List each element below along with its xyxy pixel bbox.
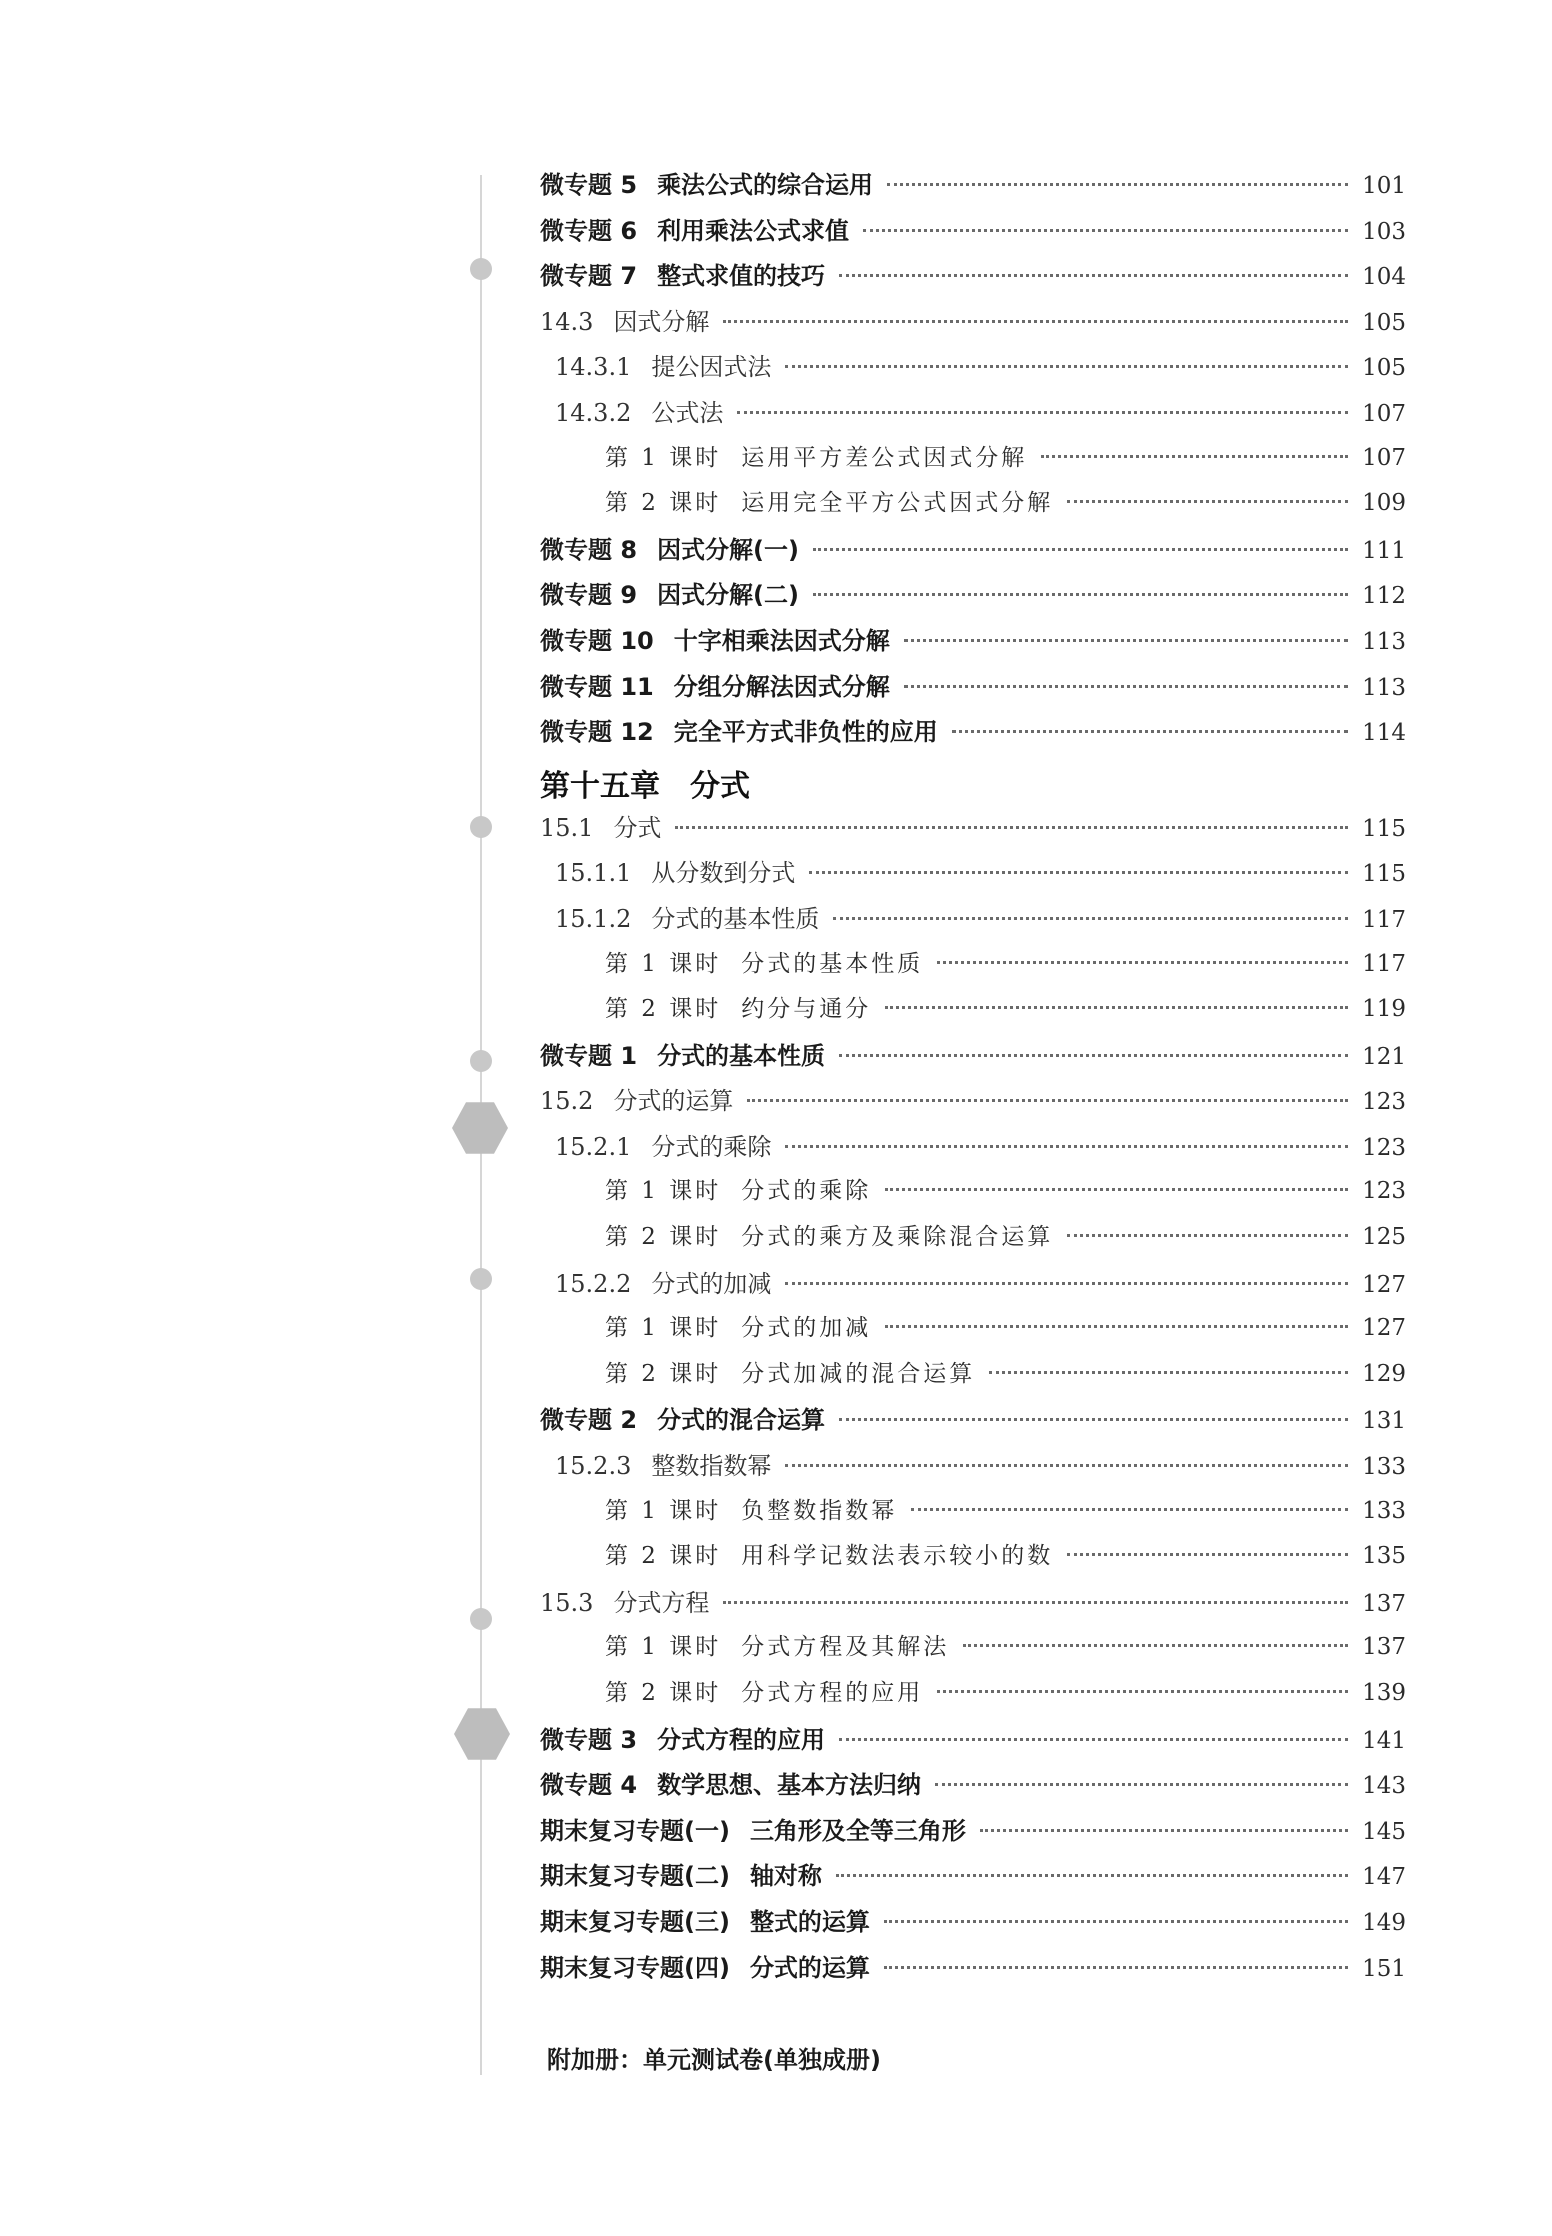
toc-entry-page: 141: [1362, 1727, 1406, 1754]
toc-entry-title: 分式的加减: [741, 1315, 872, 1342]
dot-leader: [980, 1829, 1348, 1832]
toc-entry: [540, 1355, 1406, 1401]
toc-entry-title: 从分数到分式: [651, 859, 796, 888]
toc-entry-title: 利用乘法公式求值: [657, 216, 850, 245]
toc-entry-number: 14.3: [540, 307, 594, 336]
dot-leader: [884, 1966, 1348, 1969]
toc-entry-title: 因式分解(二): [657, 581, 799, 610]
toc-entry-page: 115: [1362, 815, 1406, 842]
toc-entry-title: 负整数指数幂: [741, 1497, 898, 1524]
toc-entry: [540, 1492, 1406, 1538]
toc-entry-title: 因式分解: [613, 307, 710, 336]
dot-leader: [839, 1738, 1348, 1741]
toc-entry-title: 分式方程的应用: [741, 1680, 924, 1706]
toc-list-chapter-14: [540, 165, 1406, 758]
toc-entry-number: 微专题 8: [540, 535, 638, 564]
toc-entry-page: 107: [1362, 400, 1406, 427]
toc-entry-number: 15.2.2: [555, 1269, 632, 1298]
toc-entry-title: 约分与通分: [741, 996, 872, 1023]
toc-entry-number: 微专题 1: [540, 1041, 638, 1070]
toc-entry-page: 114: [1362, 720, 1406, 747]
dot-leader: [885, 1006, 1348, 1009]
dot-leader: [747, 1099, 1348, 1102]
table-of-contents: [540, 165, 1406, 1993]
toc-entry: [540, 302, 1406, 348]
toc-entry-page: 101: [1362, 173, 1406, 199]
dot-leader: [839, 1418, 1348, 1421]
toc-entry-title: 公式法: [651, 398, 724, 427]
toc-entry-page: 112: [1362, 583, 1406, 610]
toc-entry-number: 第 1 课时: [605, 1178, 722, 1205]
dot-leader: [904, 639, 1348, 642]
toc-entry-title: 完全平方式非负性的应用: [673, 718, 938, 747]
toc-entry-number: 微专题 10: [540, 626, 654, 655]
toc-entry: [540, 1172, 1406, 1218]
toc-entry-page: 119: [1362, 996, 1406, 1023]
toc-entry-title: 整式求值的技巧: [657, 262, 826, 291]
toc-entry-number: 第 2 课时: [605, 996, 722, 1023]
dot-leader: [989, 1371, 1348, 1374]
toc-entry: [540, 347, 1406, 393]
toc-entry-number: 15.1: [540, 813, 594, 842]
toc-entry-page: 135: [1362, 1543, 1406, 1570]
toc-entry-page: 105: [1362, 309, 1406, 336]
dot-leader: [785, 365, 1348, 368]
toc-entry: [540, 1902, 1406, 1948]
dot-leader: [833, 917, 1348, 920]
toc-entry-number: 第 1 课时: [605, 1634, 722, 1661]
toc-entry-number: 期末复习专题(一): [540, 1816, 730, 1845]
toc-entry: [540, 712, 1406, 758]
toc-entry-page: 123: [1362, 1134, 1406, 1161]
toc-entry: [540, 1081, 1406, 1127]
toc-entry-number: 期末复习专题(三): [540, 1907, 730, 1936]
toc-entry-number: 微专题 7: [540, 262, 638, 291]
toc-entry-number: 第 2 课时: [605, 1680, 722, 1706]
toc-entry-number: 第 1 课时: [605, 1497, 722, 1524]
toc-entry-title: 提公因式法: [651, 353, 772, 382]
toc-entry-number: 微专题 3: [540, 1725, 638, 1754]
toc-entry: [540, 808, 1406, 854]
toc-entry-title: 分式的基本性质: [651, 904, 820, 933]
timeline-dot: [470, 1608, 492, 1630]
dot-leader: [863, 229, 1348, 232]
toc-entry-page: 133: [1362, 1454, 1406, 1481]
toc-entry-page: 127: [1362, 1315, 1406, 1342]
dot-leader: [887, 183, 1348, 186]
dot-leader: [813, 548, 1348, 551]
toc-entry: [540, 899, 1406, 945]
toc-entry: [540, 1127, 1406, 1173]
toc-entry: [540, 621, 1406, 667]
toc-entry-page: 127: [1362, 1271, 1406, 1298]
toc-entry: [540, 1218, 1406, 1264]
toc-entry-title: 分式的乘方及乘除混合运算: [741, 1224, 1054, 1251]
toc-entry-page: 131: [1362, 1408, 1406, 1435]
dot-leader: [952, 730, 1348, 733]
toc-entry: [540, 165, 1406, 211]
toc-list-chapter-15: [540, 808, 1406, 1993]
toc-entry: [540, 393, 1406, 439]
toc-entry-number: 微专题 6: [540, 216, 638, 245]
chapter-heading: [540, 758, 1406, 808]
dot-leader: [884, 1920, 1348, 1923]
toc-entry-title: 因式分解(一): [657, 535, 799, 564]
dot-leader: [911, 1508, 1348, 1511]
dot-leader: [1041, 455, 1348, 458]
toc-entry-title: 分式的加减: [651, 1269, 772, 1298]
dot-leader: [963, 1644, 1348, 1647]
dot-leader: [785, 1464, 1348, 1467]
toc-entry-title: 分组分解法因式分解: [673, 672, 890, 701]
dot-leader: [737, 411, 1348, 414]
dot-leader: [839, 1054, 1348, 1057]
appendix-note: 附加册：单元测试卷(单独成册): [547, 2046, 881, 2074]
toc-entry-number: 微专题 9: [540, 581, 638, 610]
toc-entry: [540, 1537, 1406, 1583]
toc-entry-number: 第 1 课时: [605, 1315, 722, 1342]
toc-entry-number: 15.1.1: [555, 859, 632, 888]
toc-entry-number: 15.3: [540, 1588, 594, 1617]
toc-entry-page: 133: [1362, 1497, 1406, 1524]
timeline-dot: [470, 1268, 492, 1290]
toc-entry: [540, 530, 1406, 576]
toc-entry-title: 分式的混合运算: [657, 1406, 826, 1435]
timeline-dot: [470, 816, 492, 838]
toc-entry: [540, 484, 1406, 530]
toc-entry-page: 151: [1362, 1955, 1406, 1982]
toc-entry-page: 129: [1362, 1360, 1406, 1387]
toc-entry-page: 145: [1362, 1818, 1406, 1845]
toc-entry: [540, 1583, 1406, 1629]
toc-entry: [540, 1856, 1406, 1902]
toc-entry-number: 第 2 课时: [605, 1360, 722, 1387]
toc-entry-title: 分式的乘除: [651, 1132, 772, 1161]
toc-entry: [540, 1446, 1406, 1492]
toc-entry-title: 整数指数幂: [651, 1452, 772, 1481]
toc-entry: [540, 256, 1406, 302]
toc-entry-title: 运用完全平方公式因式分解: [741, 490, 1054, 517]
toc-entry-title: 分式的运算: [613, 1087, 734, 1116]
toc-entry-page: 117: [1362, 950, 1406, 977]
dot-leader: [675, 826, 1348, 829]
toc-entry-page: 125: [1362, 1224, 1406, 1251]
toc-entry: [540, 990, 1406, 1036]
toc-entry: [540, 1400, 1406, 1446]
toc-entry: [540, 1674, 1406, 1720]
dot-leader: [1067, 500, 1348, 503]
toc-entry-title: 分式方程的应用: [657, 1725, 826, 1754]
dot-leader: [1067, 1234, 1348, 1237]
toc-entry-number: 微专题 12: [540, 718, 654, 747]
timeline-dot: [470, 1050, 492, 1072]
toc-entry-number: 15.2.1: [555, 1132, 632, 1161]
chapter-label: 第十五章: [540, 768, 660, 804]
toc-entry-page: 109: [1362, 490, 1406, 517]
dot-leader: [813, 593, 1348, 596]
toc-entry-page: 137: [1362, 1590, 1406, 1617]
toc-entry: [540, 1811, 1406, 1857]
toc-entry-title: 数学思想、基本方法归纳: [657, 1771, 922, 1800]
dot-leader: [885, 1325, 1348, 1328]
toc-entry-number: 微专题 5: [540, 171, 638, 199]
toc-entry-page: 123: [1362, 1178, 1406, 1205]
dot-leader: [809, 871, 1348, 874]
toc-entry-title: 分式的乘除: [741, 1178, 872, 1205]
dot-leader: [723, 320, 1348, 323]
dot-leader: [836, 1874, 1348, 1877]
toc-entry-page: 147: [1362, 1864, 1406, 1891]
toc-entry-number: 15.2.3: [555, 1452, 632, 1481]
toc-entry-page: 113: [1362, 628, 1406, 655]
toc-entry-page: 111: [1362, 537, 1406, 564]
toc-entry-number: 14.3.1: [555, 353, 632, 382]
toc-entry-number: 第 2 课时: [605, 490, 722, 517]
toc-entry-title: 分式的基本性质: [741, 950, 924, 977]
toc-entry: [540, 1036, 1406, 1082]
toc-entry-title: 分式: [613, 813, 662, 842]
toc-entry-number: 14.3.2: [555, 398, 632, 427]
toc-entry-title: 整式的运算: [749, 1907, 870, 1936]
dot-leader: [937, 961, 1348, 964]
toc-entry: [540, 1309, 1406, 1355]
dot-leader: [785, 1145, 1348, 1148]
dot-leader: [723, 1601, 1348, 1604]
toc-entry: [540, 211, 1406, 257]
toc-entry-number: 15.1.2: [555, 904, 632, 933]
toc-entry: [540, 667, 1406, 713]
toc-entry-page: 115: [1362, 861, 1406, 888]
dot-leader: [885, 1188, 1348, 1191]
toc-entry: [540, 575, 1406, 621]
toc-entry-page: 137: [1362, 1634, 1406, 1661]
dot-leader: [1067, 1553, 1348, 1556]
toc-entry-page: 105: [1362, 355, 1406, 382]
timeline-hexagon: [454, 1706, 510, 1762]
toc-entry-title: 分式方程及其解法: [741, 1634, 950, 1661]
dot-leader: [935, 1783, 1348, 1786]
toc-entry-title: 三角形及全等三角形: [749, 1816, 966, 1845]
toc-entry-number: 微专题 4: [540, 1771, 638, 1800]
toc-entry-page: 113: [1362, 674, 1406, 701]
toc-entry-number: 第 2 课时: [605, 1543, 722, 1570]
toc-entry-title: 分式加减的混合运算: [741, 1360, 976, 1387]
toc-entry-title: 用科学记数法表示较小的数: [741, 1543, 1054, 1570]
toc-entry: [540, 439, 1406, 485]
dot-leader: [785, 1282, 1348, 1285]
toc-entry-page: 107: [1362, 444, 1406, 471]
toc-entry: [540, 1628, 1406, 1674]
toc-entry-number: 微专题 11: [540, 672, 654, 701]
dot-leader: [937, 1690, 1348, 1693]
dot-leader: [904, 685, 1348, 688]
toc-entry-page: 123: [1362, 1089, 1406, 1116]
toc-entry-number: 期末复习专题(二): [540, 1862, 730, 1891]
timeline-dot: [470, 258, 492, 280]
toc-entry-page: 104: [1362, 264, 1406, 291]
toc-entry-page: 121: [1362, 1043, 1406, 1070]
toc-entry-page: 103: [1362, 218, 1406, 245]
timeline-hexagon: [452, 1100, 508, 1156]
toc-entry: [540, 853, 1406, 899]
toc-entry-number: 第 2 课时: [605, 1224, 722, 1251]
toc-entry: [540, 1948, 1406, 1994]
toc-entry-title: 十字相乘法因式分解: [673, 626, 890, 655]
toc-entry-number: 期末复习专题(四): [540, 1953, 730, 1982]
toc-entry: [540, 1720, 1406, 1766]
toc-entry-title: 轴对称: [749, 1862, 822, 1891]
toc-entry-page: 139: [1362, 1680, 1406, 1706]
toc-entry-number: 15.2: [540, 1087, 594, 1116]
chapter-title: 分式: [690, 768, 750, 804]
toc-entry-number: 微专题 2: [540, 1406, 638, 1435]
dot-leader: [839, 274, 1348, 277]
toc-entry-number: 第 1 课时: [605, 444, 722, 471]
toc-entry-page: 117: [1362, 906, 1406, 933]
toc-entry-title: 分式的运算: [749, 1953, 870, 1982]
toc-entry-title: 分式方程: [613, 1588, 710, 1617]
toc-entry-number: 第 1 课时: [605, 950, 722, 977]
toc-entry-page: 143: [1362, 1773, 1406, 1800]
toc-entry: [540, 1765, 1406, 1811]
toc-entry-title: 运用平方差公式因式分解: [741, 444, 1028, 471]
toc-entry-title: 分式的基本性质: [657, 1041, 826, 1070]
toc-entry-title: 乘法公式的综合运用: [657, 171, 874, 199]
toc-entry: [540, 1264, 1406, 1310]
toc-entry: [540, 945, 1406, 991]
toc-entry-page: 149: [1362, 1909, 1406, 1936]
